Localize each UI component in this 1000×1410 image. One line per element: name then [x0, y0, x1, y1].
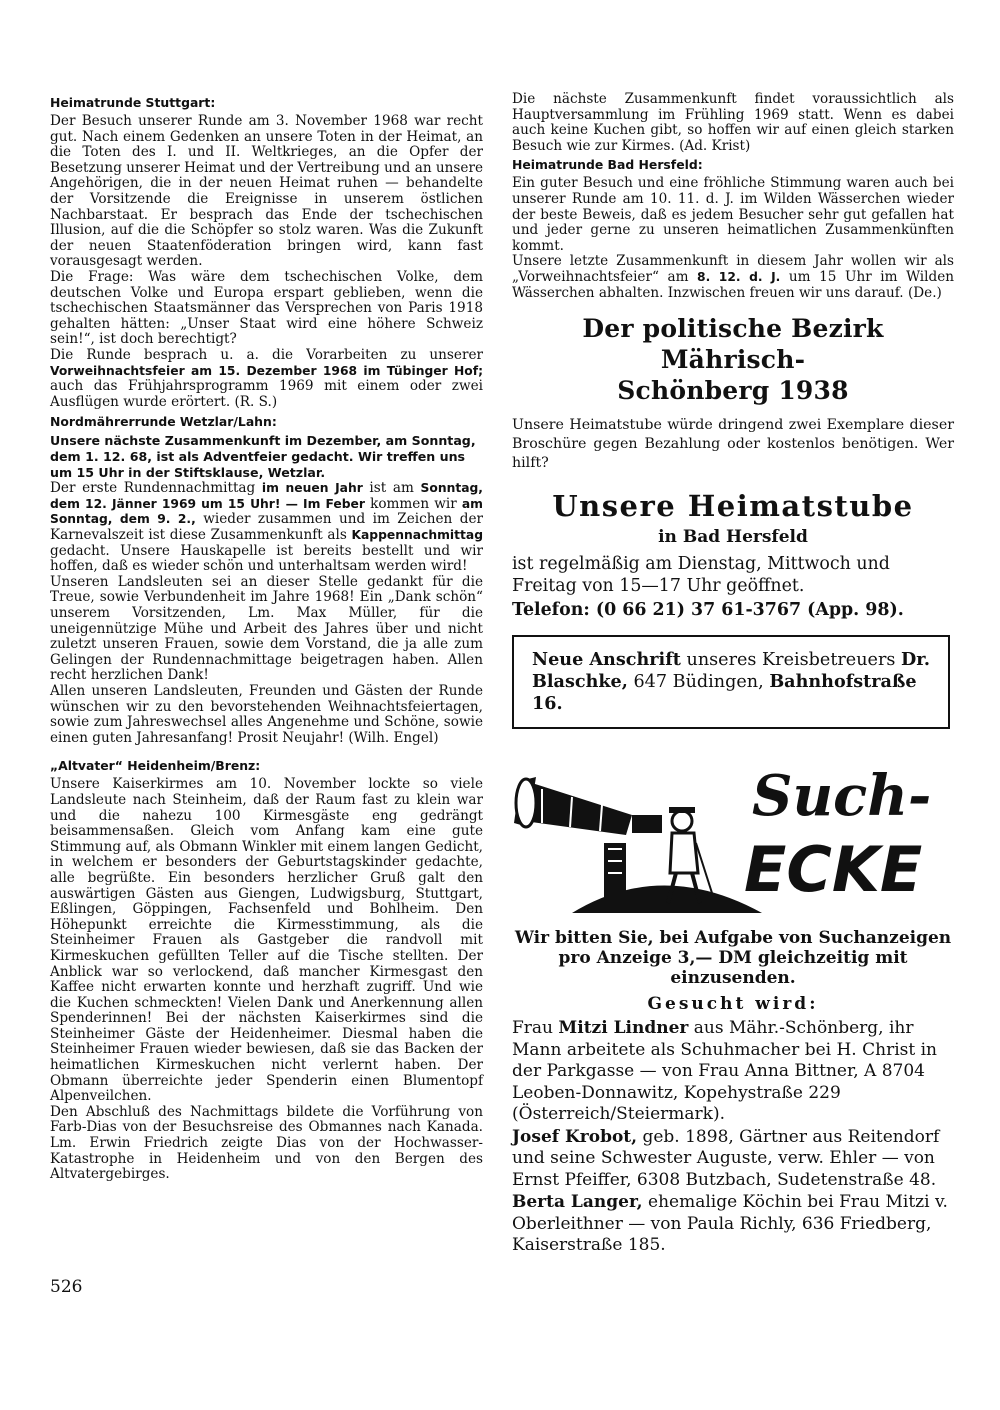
bold-text: im neuen Jahr: [261, 481, 363, 496]
paragraph: [512, 254, 954, 301]
paragraph: Den Abschluß des Nachmittags bildete die Vorführung von Farb-Dias von der Besuchsreise des Obmannes nach Kanada. Lm. Erwin Friedrich zeigte Dias von der Hochwasser-Katastrophe in Heidenheim und von den Bergen des Altvatergebirges.: [50, 1103, 483, 1183]
bold-text: Neue Anschrift: [532, 649, 681, 671]
heimatstube-subtitle: in Bad Hersfeld: [658, 527, 808, 548]
person-icon: [672, 811, 692, 831]
title-line: Schönberg 1938: [617, 376, 849, 406]
text: gedacht. Unsere Hauskapelle ist bereits bestellt und wir hoffen, daß es wieder schön und unterhaltsam werden wird!: [50, 542, 483, 575]
bold-text: Mitzi Lindner: [558, 1018, 689, 1039]
text: kommen wir: [364, 495, 462, 512]
phone: Telefon: (0 66 21) 37 61-3767 (App. 98).: [512, 600, 904, 621]
ad-title-ecke: ECKE: [744, 833, 923, 907]
heimatstube-title: Unsere Heimatstube: [552, 489, 914, 524]
search-entry: [512, 1018, 954, 1126]
paragraph: Die Frage: Was wäre dem tschechischen Volke, dem deutschen Volke und Europa erspart geblieben, wenn die tschechischen Staatsmänner das Versprechen von Paris 1918 gehalten hätten: „Unser Staat wird eine höhere Schweiz sein!“, ist doch berechtigt?: [50, 268, 483, 348]
heading-stuttgart: Heimatrunde Stuttgart:: [50, 95, 216, 110]
bold-text: Kappennachmittag: [351, 528, 483, 543]
bold-text: 8. 12. d. J.: [697, 269, 781, 284]
text: wieder zusammen und im Zeichen der Karnevalszeit ist diese Zusammenkunft als: [50, 511, 483, 544]
heading-heidenheim: „Altvater“ Heidenheim/Brenz:: [50, 758, 261, 774]
text: Unsere letzte Zusammenkunft in diesem Jahr wollen wir als „Vorweihnachtsfeier“ am: [512, 253, 954, 285]
search-instructions: Wir bitten Sie, bei Aufgabe von Suchanzeigen pro Anzeige 3,— DM gleichzeitig mit einzusenden.: [514, 928, 952, 989]
text: aus Mähr.-Schönberg, ihr Mann arbeitete als Schuhmacher bei H. Christ in der Parkgasse — von Frau Anna Bittner, A 8704 Leoben-Donnawitz, Kopehystraße 229 (Österreich/Steiermark).: [512, 1018, 937, 1125]
heading-wetzlar: Nordmährerrunde Wetzlar/Lahn:: [50, 414, 277, 430]
title-line: Der politische Bezirk Mährisch-: [582, 314, 884, 375]
bold-text: Sonntag, dem 12. Jänner 1969 um 15 Uhr! — Im Feber: [50, 481, 483, 511]
text: um 15 Uhr im Wilden Wässerchen abhalten. Inzwischen freuen wir uns darauf. (De.): [512, 268, 954, 301]
opening-hours: ist regelmäßig am Dienstag, Mittwoch und Freitag von 15—17 Uhr geöffnet.: [512, 554, 890, 597]
paragraph: Allen unseren Landsleuten, Freunden und Gästen der Runde wünschen wir zu den bevorstehenden Weihnachtsfeiertagen, sowie zum Jahreswechsel alles Angenehme und Schöne, sowie einen guten Jahresanfang! Prosit Neujahr! (Wilh. Engel): [50, 683, 483, 746]
paragraph-bold: Unsere nächste Zusammenkunft im Dezember, am Sonntag, dem 1. 12. 68, ist als Adventfeier gedacht. Wir treffen uns um 15 Uhr in der Stiftsklause, Wetzlar.: [50, 433, 476, 481]
address-box: [512, 635, 950, 729]
bold-text: Vorweihnachtsfeier am 15. Dezember 1968 im Tübinger Hof;: [50, 363, 483, 378]
text: 647 Büdingen,: [627, 672, 770, 693]
paragraph: [50, 348, 483, 410]
text: auch das Frühjahrsprogramm 1969 mit einem oder zwei Ausflügen wurde erörtert. (R. S.): [50, 378, 483, 410]
paragraph: Unsere Heimatstube würde dringend zwei Exemplare dieser Broschüre gegen Bezahlung oder kostenlos benötigen. Wer hilft?: [512, 417, 954, 472]
text: geb. 1898, Gärtner aus Reitendorf und seine Schwester Auguste, verw. Ehler — von Ernst Pfeiffer, 6308 Butzbach, Sudetenstraße 48.: [512, 1126, 940, 1190]
paragraph: Unsere Kaiserkirmes am 10. November lockte so viele Landsleute nach Steinheim, daß der Raum fast zu klein war und die nahezu 100 Kirmesgäste eng gedrängt beisammensaßen. Gleich vom Anfang kam eine gute Stimmung auf, als Obmann Winkler mit einem langen Gedicht, in welchem er besonders der Geburtstagskinder gedachte, alle begrüßte. Ein besonders herzlicher Gruß galt den auswärtigen Gästen aus Giengen, Ludwigsburg, Stuttgart, Eßlingen, Göppingen, Fachsenfeld und Bohlheim. Den Höhepunkt erreichte die Kirmesstimmung, als die Steinheimer Frauen als Gastgeber die randvoll mit Kirmeskuchen gefüllten Teller auf die Tische stellten. Der Anblick war so verlockend, daß mancher Kirmesgast den Kaffee nicht erwarten konnte und herzhaft zugriff. Und wie die Kuchen schmeckten! Vielen Dank und Anerkennung allen Spenderinnen! Bei der nächsten Kaiserkirmes sind die Steinheimer Gäste der Heidenheimer. Diesmal haben die Steinheimer Frauen wieder bewiesen, daß sie das Backen der heimatlichen Kirmeskuchen nicht verlernt haben. Der Obmann überreichte jeder Spenderin einen Blumentopf Alpenveilchen.: [50, 776, 483, 1105]
telescope-illustration: [512, 763, 954, 918]
tripod-shape: [604, 843, 626, 897]
paragraph: Unseren Landsleuten sei an dieser Stelle gedankt für die Treue, sowie Verbundenheit im Jahre 1968! Ein „Dank schön“ unserem Vorsitzenden, Lm. Max Müller, für die uneigennützige Mühe und Arbeit des Jahres über und nicht zuletzt unseren Frauen, sowie dem Vorstand, die ja alle zum Gelingen der Rundennachmittage beigetragen haben. Allen recht herzlichen Dank!: [50, 573, 483, 684]
ad-title-such: Such-: [752, 763, 932, 830]
gesucht-heading: Gesucht wird:: [647, 994, 819, 1015]
text: Frau: [512, 1018, 559, 1039]
paragraph: Ein guter Besuch und eine fröhliche Stimmung waren auch bei unserer Runde am 10. 11. d. J. im Wilden Wässerchen wieder der beste Beweis, daß es jedem Besucher sehr gut gefallen hat und jeder gerne zu unseren heimatlichen Zusammenkünften kommt.: [512, 175, 954, 254]
text: ehemalige Köchin bei Frau Mitzi v. Oberleithner — von Paula Richly, 636 Friedberg, Kaiserstraße 185.: [512, 1192, 948, 1256]
bold-text: Josef Krobot,: [512, 1126, 638, 1147]
text: Die Runde besprach u. a. die Vorarbeiten zu unserer: [50, 346, 483, 363]
text: Der erste Rundennachmittag: [50, 480, 262, 497]
bold-text: Berta Langer,: [512, 1192, 643, 1213]
paragraph: [50, 481, 483, 575]
paragraph: Der Besuch unserer Runde am 3. November 1968 war recht gut. Nach einem Gedenken an unsere Toten in der Heimat, an die Toten des I. und II. Weltkrieges, an die Opfer der Besetzung unserer Heimat und der Vertreibung und an unsere Angehörigen, die in der neuen Heimat ruhen — behandelte der Vorsitzende die Ereignisse in unserem östlichen Nachbarstaat. Er besprach das Ende der tschechischen Illusion, auf die die Schöpfer so stolz waren. Was die Zukunft der neuen Staatenföderation bringen wird, kann fast vorausgesagt werden.: [50, 113, 483, 270]
search-entry: [512, 1192, 954, 1257]
search-entry: [512, 1127, 954, 1192]
brochure-title: [512, 313, 954, 406]
left-column: [50, 92, 483, 1183]
bold-text: Dr. Blaschke,: [532, 649, 931, 693]
right-column: [512, 92, 954, 1258]
bold-text: Bahnhofstraße 16.: [532, 671, 917, 715]
telescope-icon: [524, 783, 632, 835]
text: unseres Kreisbetreuers: [680, 650, 901, 671]
such-ecke-ad: [512, 763, 954, 918]
page-number: 526: [50, 1277, 83, 1297]
heading-bad-hersfeld: Heimatrunde Bad Hersfeld:: [512, 157, 703, 173]
text: ist am: [362, 480, 421, 497]
bold-text: am Sonntag, dem 9. 2.,: [50, 496, 483, 527]
paragraph: Die nächste Zusammenkunft findet voraussichtlich als Hauptversammlung im Frühling 1969 statt. Wenn es dabei auch keine Kuchen gibt, so hoffen wir auf einen gleich starken Besuch wie zur Kirmes. (Ad. Krist): [512, 91, 954, 154]
